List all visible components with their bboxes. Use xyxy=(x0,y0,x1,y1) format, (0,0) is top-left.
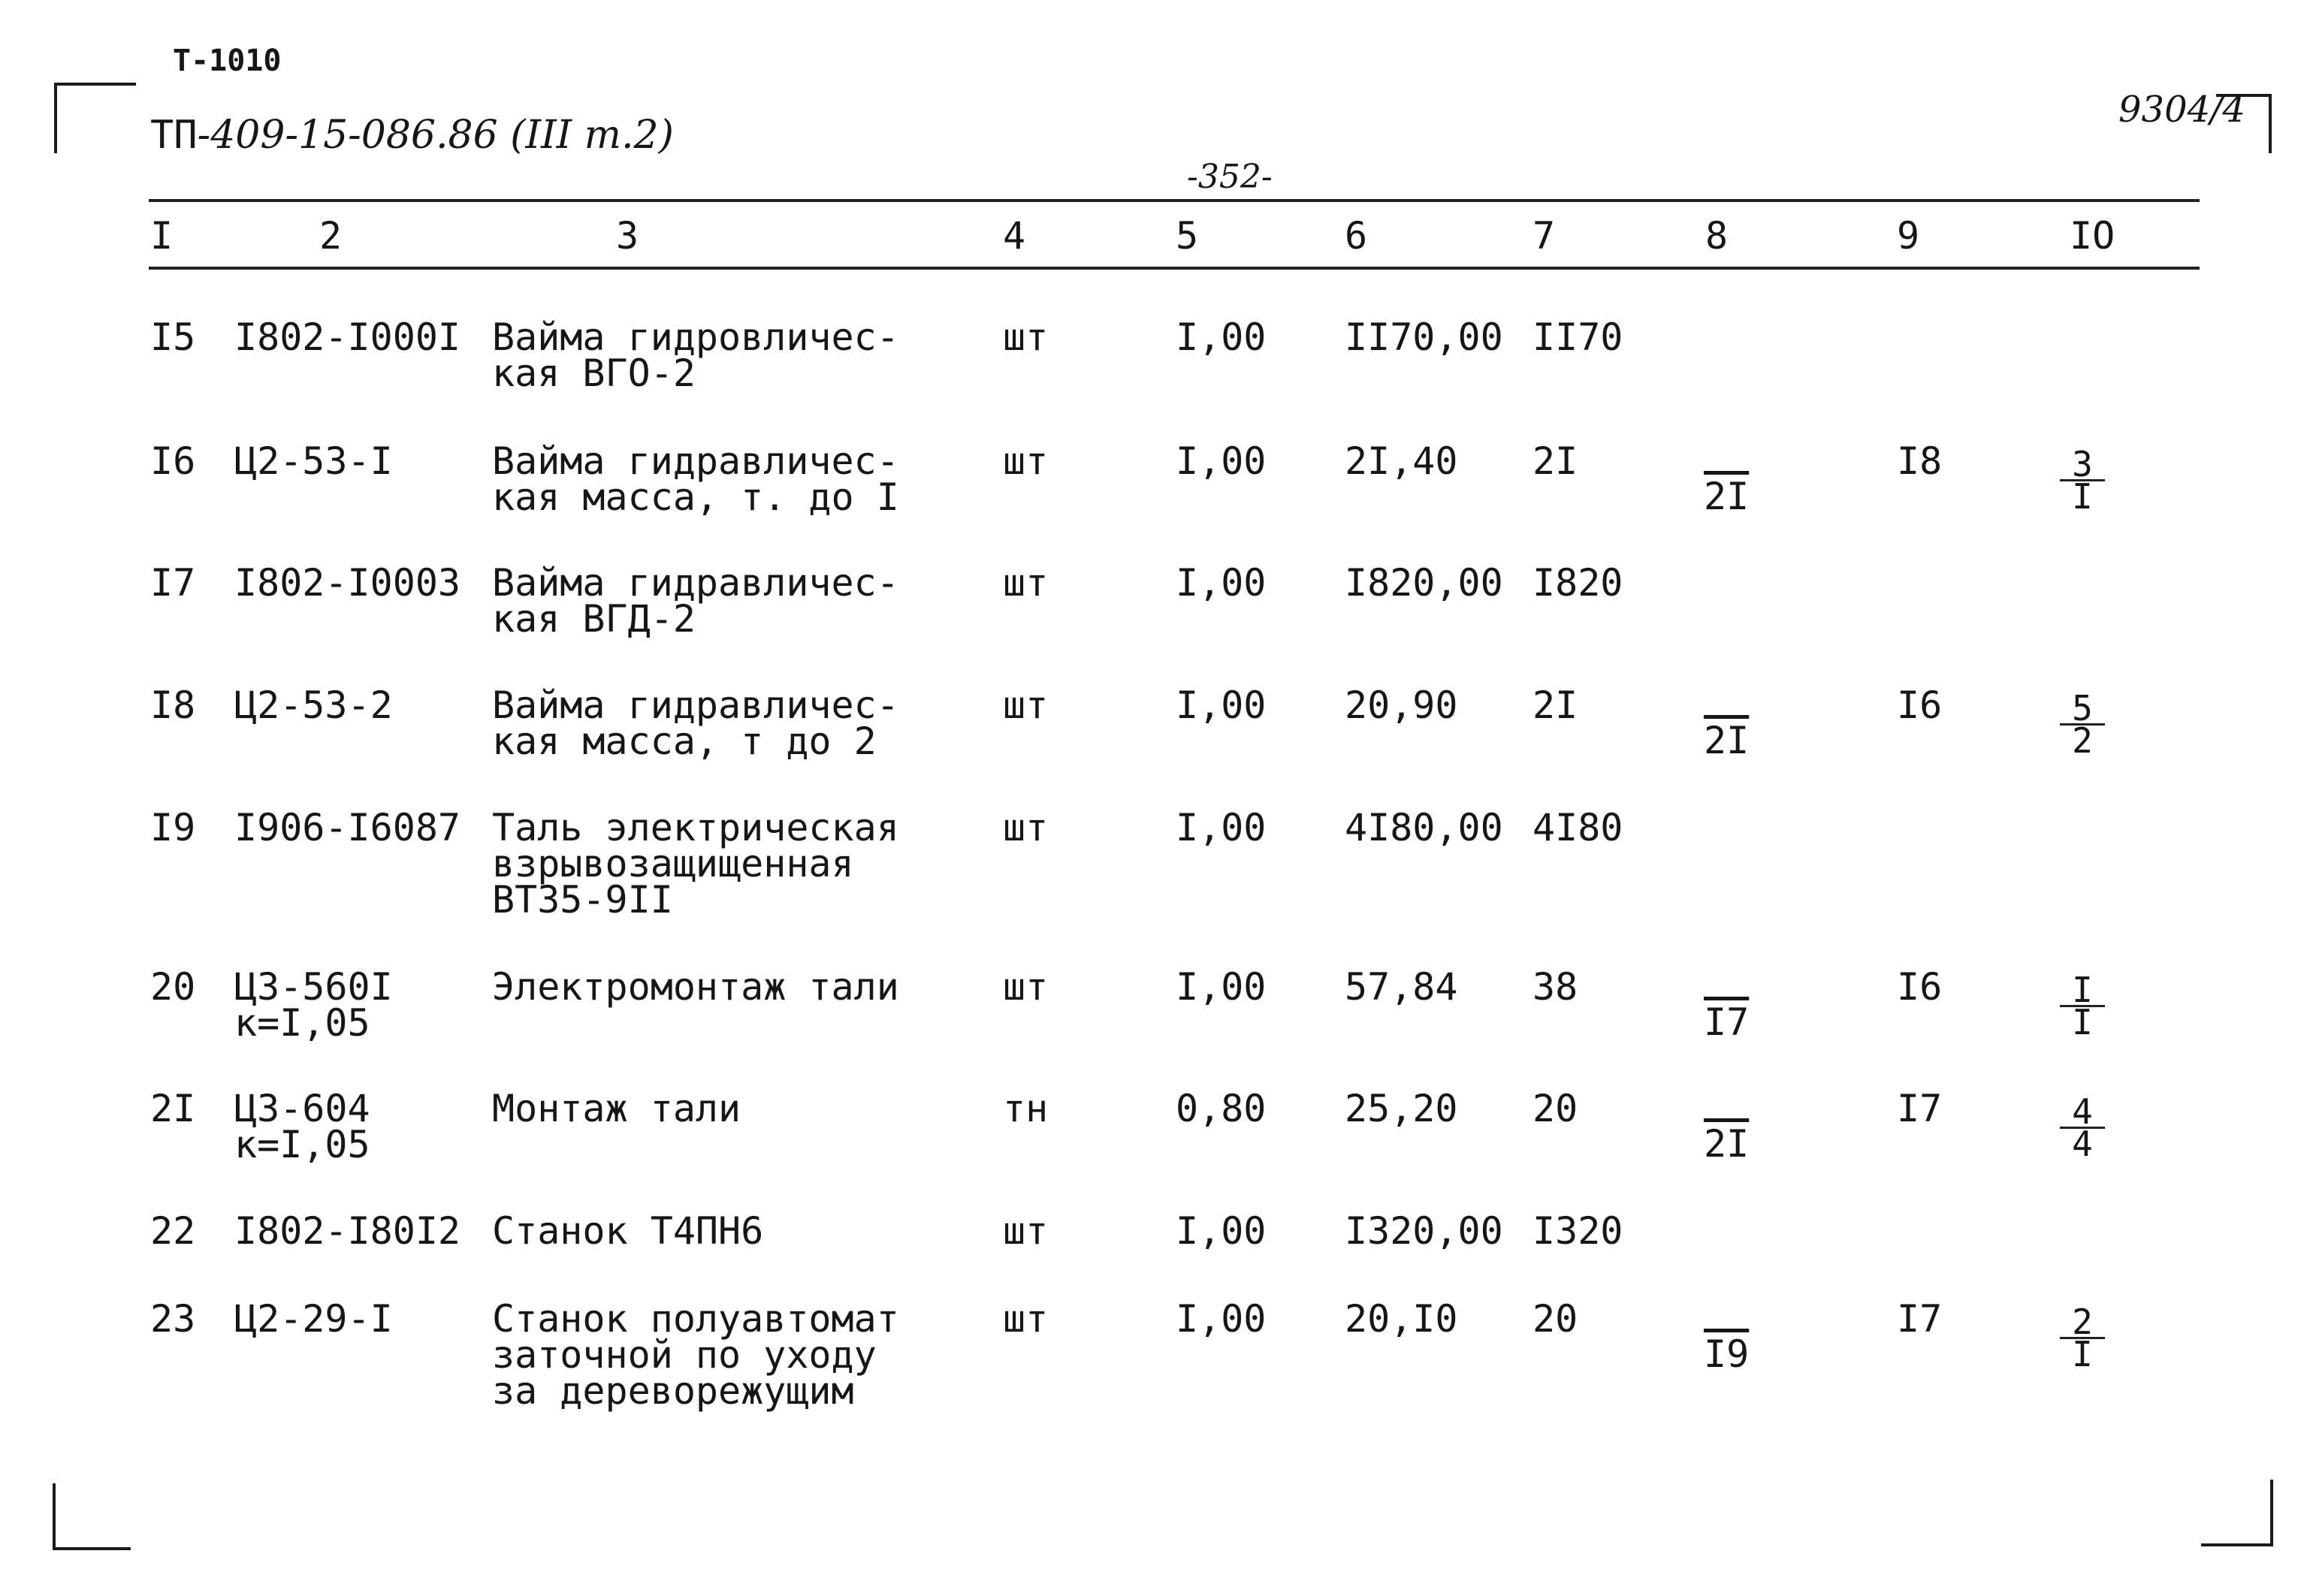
cell-col9: I6 xyxy=(1897,965,1943,1009)
cell-col8: 2I xyxy=(1704,475,1750,518)
cell-col10-fraction xyxy=(2060,444,2105,517)
cell-total: 20 xyxy=(1532,1087,1578,1130)
cell-number: I5 xyxy=(150,315,196,359)
cell-total: I320 xyxy=(1532,1209,1623,1253)
cell-total: II70 xyxy=(1532,315,1623,359)
column-header-4: 4 xyxy=(1003,214,1026,258)
cell-quantity: I,00 xyxy=(1176,561,1267,605)
cell-total: 4I80 xyxy=(1532,806,1623,849)
cell-number: I6 xyxy=(150,439,196,483)
cell-total: 2I xyxy=(1532,683,1578,727)
cell-code: Ц2-53-2 xyxy=(234,683,393,727)
table-header-rule xyxy=(149,267,2200,270)
cell-col8: 2I xyxy=(1704,1122,1750,1166)
fraction-numerator: 3 xyxy=(2060,449,2105,481)
cell-name: Вайма гидравличес- кая ВГД-2 xyxy=(492,561,899,641)
cell-price: 2I,40 xyxy=(1345,439,1458,483)
fraction-denominator: 2 xyxy=(2072,720,2093,761)
cell-total: 20 xyxy=(1532,1297,1578,1341)
cell-col10-fraction xyxy=(2060,970,2105,1042)
cell-number: 2I xyxy=(150,1087,196,1130)
fraction-denominator: I xyxy=(2072,1002,2093,1042)
document-code-rest: -409-15-086.86 (III т.2) xyxy=(197,113,674,158)
cell-name: Таль электрическая взрывозащищенная ВТ35-9II xyxy=(492,806,899,922)
column-header-3: 3 xyxy=(616,214,639,258)
cell-price: 20,90 xyxy=(1345,683,1458,727)
cell-unit: шт xyxy=(1003,1297,1049,1341)
cell-code: Ц3-604 к=I,05 xyxy=(234,1087,370,1166)
cell-col10-fraction xyxy=(2060,688,2105,761)
fraction-numerator: 5 xyxy=(2060,693,2105,726)
cell-unit: шт xyxy=(1003,315,1049,359)
table-top-rule xyxy=(149,199,2200,202)
cell-price: 57,84 xyxy=(1345,965,1458,1009)
cell-name: Монтаж тали xyxy=(492,1087,741,1130)
cell-quantity: I,00 xyxy=(1176,1209,1267,1253)
cell-col10-fraction xyxy=(2060,1091,2105,1164)
cell-unit: шт xyxy=(1003,439,1049,483)
cell-number: 23 xyxy=(150,1297,196,1341)
cell-price: 25,20 xyxy=(1345,1087,1458,1130)
column-header-6: 6 xyxy=(1345,214,1368,258)
column-header-10: IO xyxy=(2070,214,2115,258)
cell-quantity: I,00 xyxy=(1176,965,1267,1009)
cell-total: 38 xyxy=(1532,965,1578,1009)
cell-quantity: I,00 xyxy=(1176,683,1267,727)
document-code-prefix: ТП xyxy=(150,113,198,158)
cell-name: Вайма гидровличес- кая ВГО-2 xyxy=(492,315,899,395)
document-code xyxy=(150,113,674,158)
cell-col8: I9 xyxy=(1704,1332,1750,1376)
cell-code: Ц2-53-I xyxy=(234,439,393,483)
cell-quantity: I,00 xyxy=(1176,315,1267,359)
cell-col9: I7 xyxy=(1897,1297,1943,1341)
series-code: Т-1010 xyxy=(173,44,282,78)
cell-price: I320,00 xyxy=(1345,1209,1503,1253)
cell-unit: шт xyxy=(1003,561,1049,605)
cell-col9: I6 xyxy=(1897,683,1943,727)
cell-code: I802-I80I2 xyxy=(234,1209,461,1253)
cell-col9: I7 xyxy=(1897,1087,1943,1130)
cell-total: I820 xyxy=(1532,561,1623,605)
fraction-denominator: 4 xyxy=(2072,1124,2093,1164)
cell-unit: тн xyxy=(1003,1087,1049,1130)
cell-unit: шт xyxy=(1003,965,1049,1009)
page-number: -352- xyxy=(1187,158,1273,196)
cell-col10-fraction xyxy=(2060,1302,2105,1374)
cell-unit: шт xyxy=(1003,683,1049,727)
reference-number: 9304/4 xyxy=(2118,89,2245,131)
corner-mark-top-left xyxy=(54,83,136,153)
cell-col9: I8 xyxy=(1897,439,1943,483)
column-header-8: 8 xyxy=(1705,214,1729,258)
column-header-9: 9 xyxy=(1897,214,1920,258)
cell-unit: шт xyxy=(1003,1209,1049,1253)
cell-number: I7 xyxy=(150,561,196,605)
corner-mark-bottom-right xyxy=(2201,1480,2273,1546)
corner-mark-bottom-left xyxy=(53,1483,131,1550)
cell-code: Ц3-560I к=I,05 xyxy=(234,965,393,1045)
cell-col8: I7 xyxy=(1704,1000,1750,1044)
cell-code: I802-I000I xyxy=(234,315,461,359)
column-header-5: 5 xyxy=(1176,214,1199,258)
cell-number: I9 xyxy=(150,806,196,849)
column-header-1: I xyxy=(150,214,174,258)
fraction-numerator: I xyxy=(2060,975,2105,1007)
cell-name: Станок Т4ПН6 xyxy=(492,1209,764,1253)
cell-col8: 2I xyxy=(1704,719,1750,762)
cell-name: Вайма гидравличес- кая масса, т до 2 xyxy=(492,683,899,763)
cell-price: I820,00 xyxy=(1345,561,1503,605)
cell-name: Электромонтаж тали xyxy=(492,965,899,1009)
column-header-2: 2 xyxy=(319,214,343,258)
fraction-numerator: 4 xyxy=(2060,1097,2105,1129)
cell-number: 22 xyxy=(150,1209,196,1253)
column-header-7: 7 xyxy=(1532,214,1556,258)
cell-code: I802-I0003 xyxy=(234,561,461,605)
cell-price: 4I80,00 xyxy=(1345,806,1503,849)
cell-price: 20,I0 xyxy=(1345,1297,1458,1341)
cell-number: I8 xyxy=(150,683,196,727)
cell-name: Станок полуавтомат заточной по уходу за дереворежущим xyxy=(492,1297,899,1413)
fraction-numerator: 2 xyxy=(2060,1307,2105,1339)
cell-unit: шт xyxy=(1003,806,1049,849)
cell-name: Вайма гидравличес- кая масса, т. до I xyxy=(492,439,899,519)
cell-quantity: I,00 xyxy=(1176,1297,1267,1341)
cell-code: Ц2-29-I xyxy=(234,1297,393,1341)
fraction-denominator: I xyxy=(2072,476,2093,517)
cell-code: I906-I6087 xyxy=(234,806,461,849)
fraction-denominator: I xyxy=(2072,1334,2093,1374)
cell-quantity: 0,80 xyxy=(1176,1087,1267,1130)
cell-price: II70,00 xyxy=(1345,315,1503,359)
cell-quantity: I,00 xyxy=(1176,806,1267,849)
cell-total: 2I xyxy=(1532,439,1578,483)
cell-quantity: I,00 xyxy=(1176,439,1267,483)
cell-number: 20 xyxy=(150,965,196,1009)
